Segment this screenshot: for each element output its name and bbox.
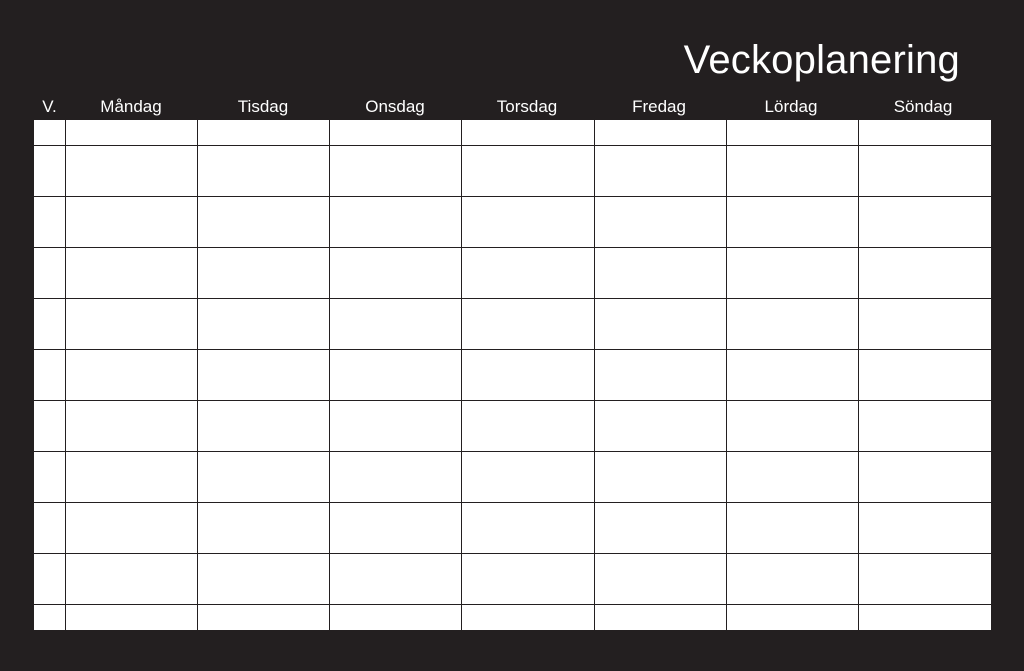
day-cell[interactable] (197, 197, 329, 248)
day-cell[interactable] (197, 554, 329, 605)
week-column-header: V. (42, 97, 57, 116)
day-cell[interactable] (594, 197, 726, 248)
planner-row (34, 299, 991, 350)
day-cell[interactable] (65, 452, 197, 503)
day-cell[interactable] (594, 299, 726, 350)
week-number-cell[interactable] (34, 299, 65, 350)
week-number-cell[interactable] (34, 605, 65, 631)
day-cell[interactable] (197, 503, 329, 554)
day-cell[interactable] (197, 248, 329, 299)
day-header-tuesday: Tisdag (237, 97, 289, 116)
day-cell[interactable] (462, 350, 594, 401)
day-cell[interactable] (462, 503, 594, 554)
day-cell[interactable] (726, 197, 858, 248)
planner-row (34, 120, 991, 146)
day-cell[interactable] (330, 503, 462, 554)
day-header-monday: Måndag (100, 97, 162, 116)
planner-row (34, 452, 991, 503)
day-cell[interactable] (65, 120, 197, 146)
day-cell[interactable] (330, 120, 462, 146)
day-cell[interactable] (462, 146, 594, 197)
day-cell[interactable] (330, 554, 462, 605)
day-cell[interactable] (594, 452, 726, 503)
day-cell[interactable] (462, 401, 594, 452)
week-number-cell[interactable] (34, 350, 65, 401)
day-cell[interactable] (594, 503, 726, 554)
day-cell[interactable] (859, 605, 991, 631)
day-cell[interactable] (65, 299, 197, 350)
day-cell[interactable] (594, 120, 726, 146)
week-number-cell[interactable] (34, 452, 65, 503)
planner-grid-body (34, 120, 991, 630)
day-cell[interactable] (462, 248, 594, 299)
day-header-friday: Fredag (632, 97, 686, 116)
day-header-sunday: Söndag (893, 97, 953, 116)
day-cell[interactable] (65, 248, 197, 299)
week-number-cell[interactable] (34, 146, 65, 197)
planner-row (34, 401, 991, 452)
day-cell[interactable] (726, 503, 858, 554)
day-cell[interactable] (65, 146, 197, 197)
day-cell[interactable] (65, 503, 197, 554)
day-cell[interactable] (859, 452, 991, 503)
week-number-cell[interactable] (34, 120, 65, 146)
day-cell[interactable] (859, 554, 991, 605)
day-cell[interactable] (859, 503, 991, 554)
day-cell[interactable] (859, 401, 991, 452)
day-cell[interactable] (594, 554, 726, 605)
day-cell[interactable] (726, 401, 858, 452)
day-cell[interactable] (197, 605, 329, 631)
day-cell[interactable] (65, 401, 197, 452)
planner-row (34, 554, 991, 605)
day-cell[interactable] (330, 452, 462, 503)
day-cell[interactable] (330, 605, 462, 631)
planner-row (34, 605, 991, 631)
day-cell[interactable] (462, 197, 594, 248)
day-cell[interactable] (859, 197, 991, 248)
day-cell[interactable] (330, 146, 462, 197)
day-cell[interactable] (330, 401, 462, 452)
day-cell[interactable] (197, 350, 329, 401)
day-cell[interactable] (726, 350, 858, 401)
day-cell[interactable] (594, 605, 726, 631)
planner-grid (34, 120, 991, 630)
day-cell[interactable] (859, 146, 991, 197)
planner-row (34, 197, 991, 248)
day-cell[interactable] (594, 401, 726, 452)
week-number-cell[interactable] (34, 554, 65, 605)
day-cell[interactable] (65, 197, 197, 248)
day-header-wednesday: Onsdag (365, 97, 425, 116)
day-cell[interactable] (197, 452, 329, 503)
day-cell[interactable] (65, 554, 197, 605)
page-title: Veckoplanering (683, 38, 960, 82)
day-cell[interactable] (726, 554, 858, 605)
planner-row (34, 248, 991, 299)
day-cell[interactable] (330, 350, 462, 401)
day-cell[interactable] (859, 299, 991, 350)
planner-row (34, 146, 991, 197)
day-cell[interactable] (330, 197, 462, 248)
planner-row (34, 350, 991, 401)
week-number-cell[interactable] (34, 197, 65, 248)
day-header-saturday: Lördag (764, 97, 818, 116)
day-cell[interactable] (462, 605, 594, 631)
day-cell[interactable] (197, 401, 329, 452)
day-cell[interactable] (594, 350, 726, 401)
day-cell[interactable] (462, 452, 594, 503)
week-number-cell[interactable] (34, 248, 65, 299)
day-cell[interactable] (462, 120, 594, 146)
day-cell[interactable] (726, 605, 858, 631)
day-cell[interactable] (65, 350, 197, 401)
day-cell[interactable] (65, 605, 197, 631)
day-cell[interactable] (197, 146, 329, 197)
week-number-cell[interactable] (34, 503, 65, 554)
day-cell[interactable] (594, 248, 726, 299)
day-cell[interactable] (859, 120, 991, 146)
day-cell[interactable] (726, 120, 858, 146)
day-cell[interactable] (726, 146, 858, 197)
day-cell[interactable] (197, 120, 329, 146)
planner-row (34, 503, 991, 554)
day-cell[interactable] (462, 554, 594, 605)
day-cell[interactable] (726, 452, 858, 503)
day-cell[interactable] (330, 299, 462, 350)
day-cell[interactable] (330, 248, 462, 299)
day-cell[interactable] (726, 299, 858, 350)
day-cell[interactable] (197, 299, 329, 350)
day-cell[interactable] (726, 248, 858, 299)
day-cell[interactable] (859, 248, 991, 299)
day-cell[interactable] (594, 146, 726, 197)
day-cell[interactable] (859, 350, 991, 401)
column-headers (34, 94, 991, 120)
day-cell[interactable] (462, 299, 594, 350)
week-number-cell[interactable] (34, 401, 65, 452)
day-header-thursday: Torsdag (496, 97, 558, 116)
